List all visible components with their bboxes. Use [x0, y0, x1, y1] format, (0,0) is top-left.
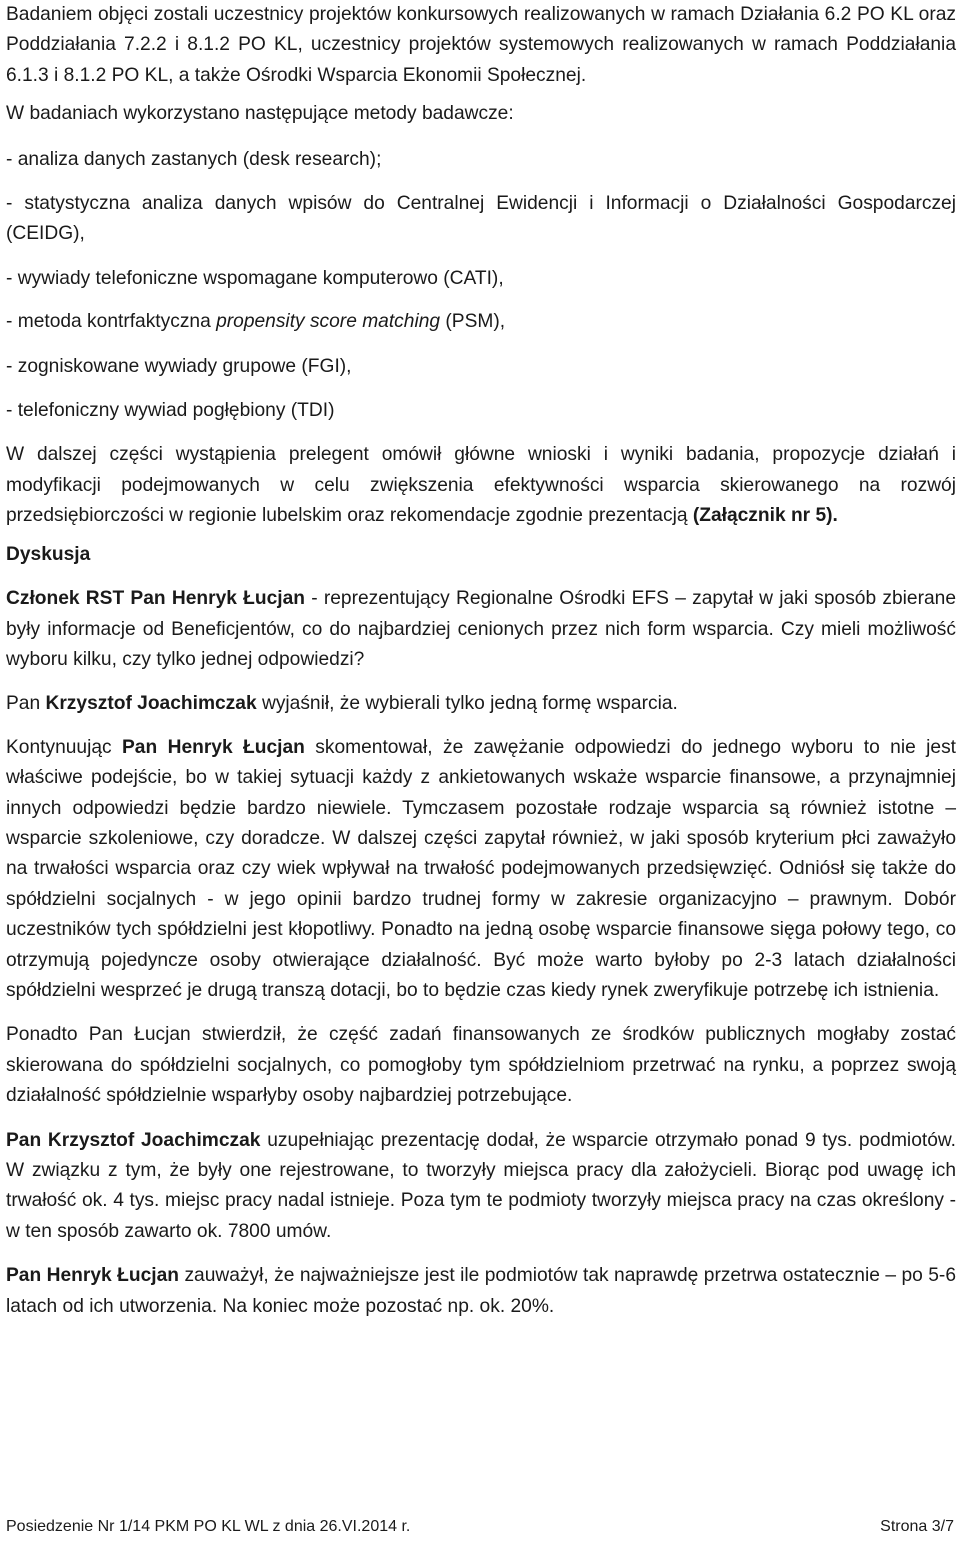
paragraph-text: wyjaśnił, że wybierali tylko jedną formę wsparcia.	[256, 693, 678, 715]
discussion-paragraph	[6, 689, 956, 719]
discussion-paragraph	[6, 733, 956, 1007]
method-item-text: - metoda kontrfaktyczna	[6, 311, 217, 333]
document-page	[6, 0, 956, 1336]
discussion-paragraph	[6, 1126, 956, 1248]
conclusion-paragraph	[6, 440, 956, 531]
method-item: - analiza danych zastanych (desk research);	[6, 148, 382, 170]
method-item: - statystyczna analiza danych wpisów do Centralnej Ewidencji i Informacji o Działalności Gospodarczej (CEIDG),	[6, 193, 956, 245]
method-item	[6, 307, 956, 337]
method-item: - telefoniczny wywiad pogłębiony (TDI)	[6, 400, 335, 422]
method-item: - zogniskowane wywiady grupowe (FGI),	[6, 355, 352, 377]
paragraph-text: - reprezentujący Regionalne Ośrodki EFS – zapytał w jaki sposób zbierane były informacje od Beneficjentów, co do najbardziej cenionych przez nich form wsparcia. Czy mieli możliwość wyboru kilku, czy tylko jednej odpowiedzi?	[6, 588, 956, 670]
attachment-reference: (Załącznik nr 5).	[692, 505, 838, 527]
speaker-name: Pan Henryk Łucjan	[122, 736, 305, 758]
page-footer	[6, 1518, 954, 1536]
speaker-name: Pan Henryk Łucjan	[6, 1265, 179, 1287]
methods-heading: W badaniach wykorzystano następujące metody badawcze:	[6, 103, 514, 125]
speaker-name: Członek RST Pan Henryk Łucjan	[6, 588, 305, 610]
footer-meeting-info: Posiedzenie Nr 1/14 PKM PO KL WL z dnia 26.VI.2014 r.	[6, 1518, 411, 1535]
method-item-text: (PSM),	[440, 311, 506, 333]
discussion-paragraph	[6, 1261, 956, 1322]
paragraph-text: skomentował, że zawężanie odpowiedzi do jednego wyboru to nie jest właściwe podejście, bo w takiej sytuacji każdy z ankietowanych wskaże wsparcie finansowe, a przynajmniej innych odpowiedzi będzie bardzo niewiele. Tymczasem pozostałe rodzaje wsparcia są również istotne – wsparcie szkoleniowe, czy doradcze. W dalszej części zapytał również, w jaki sposób kryterium płci zaważyło na trwałości wsparcia oraz czy wiek wpływał na trwałość podejmowanych przedsięwzięć. Odniósł się także do spółdzielni socjalnych - w jego opinii bardzo trudnej formy w zakresie organizacyjno – prawnym. Dobór uczestników tych spółdzielni jest kłopotliwy. Ponadto na jedną osobę wsparcie finansowe sięga połowy tego, co otrzymują pojedyncze osoby otwierające działalność. Być może warto byłoby po 2-3 latach działalności spółdzielni wesprzeć je drugą transzą dotacji, bo to będzie czas kiedy rynek zweryfikuje potrzebę ich istnienia.	[6, 736, 956, 1001]
footer-page-number: Strona 3/7	[880, 1518, 954, 1535]
paragraph-text: Pan	[6, 693, 46, 715]
paragraph-text: uzupełniając prezentację dodał, że wsparcie otrzymało ponad 9 tys. podmiotów. W związku z tym, że były one rejestrowane, to tworzyły miejsca pracy dla założycieli. Biorąc pod uwagę ich trwałość ok. 4 tys. miejsc pracy nadal istnieje. Poza tym te podmioty tworzyły miejsca pracy na czas określony - w ten sposób zawarto ok. 7800 umów.	[6, 1129, 956, 1242]
intro-paragraph: Badaniem objęci zostali uczestnicy projektów konkursowych realizowanych w ramach Działania 6.2 PO KL oraz Poddziałania 7.2.2 i 8.1.2 PO KL, uczestnicy projektów systemowych realizowanych w ramach Poddziałania 6.1.3 i 8.1.2 PO KL, a także Ośrodki Wsparcia Ekonomii Społecznej.	[6, 4, 956, 86]
speaker-name: Pan Krzysztof Joachimczak	[6, 1129, 261, 1151]
conclusion-text: W dalszej części wystąpienia prelegent omówił główne wnioski i wyniki badania, propozycje działań i modyfikacji podejmowanych w celu zwiększenia efektywności wsparcia skierowanego na rozwój przedsiębiorczości w regionie lubelskim oraz rekomendacje zgodnie prezentacją	[6, 444, 956, 527]
method-item: - wywiady telefoniczne wspomagane komputerowo (CATI),	[6, 267, 504, 289]
paragraph-text: zauważył, że najważniejsze jest ile podmiotów tak naprawdę przetrwa ostatecznie – po 5-6 latach od ich utworzenia. Na koniec może pozostać np. ok. 20%.	[6, 1265, 956, 1317]
discussion-paragraph: Ponadto Pan Łucjan stwierdził, że część zadań finansowanych ze środków publicznych mogłaby zostać skierowana do spółdzielni socjalnych, co pomogłoby tym spółdzielniom przetrwać na rynku, a poprzez swoją działalność spółdzielnie wsparłyby osoby najbardziej potrzebujące.	[6, 1024, 956, 1107]
section-heading-discussion: Dyskusja	[6, 543, 91, 565]
speaker-name: Krzysztof Joachimczak	[45, 693, 257, 715]
method-item-italic: propensity score matching	[216, 311, 441, 333]
paragraph-text: Kontynuując	[6, 736, 122, 758]
discussion-paragraph	[6, 584, 956, 675]
